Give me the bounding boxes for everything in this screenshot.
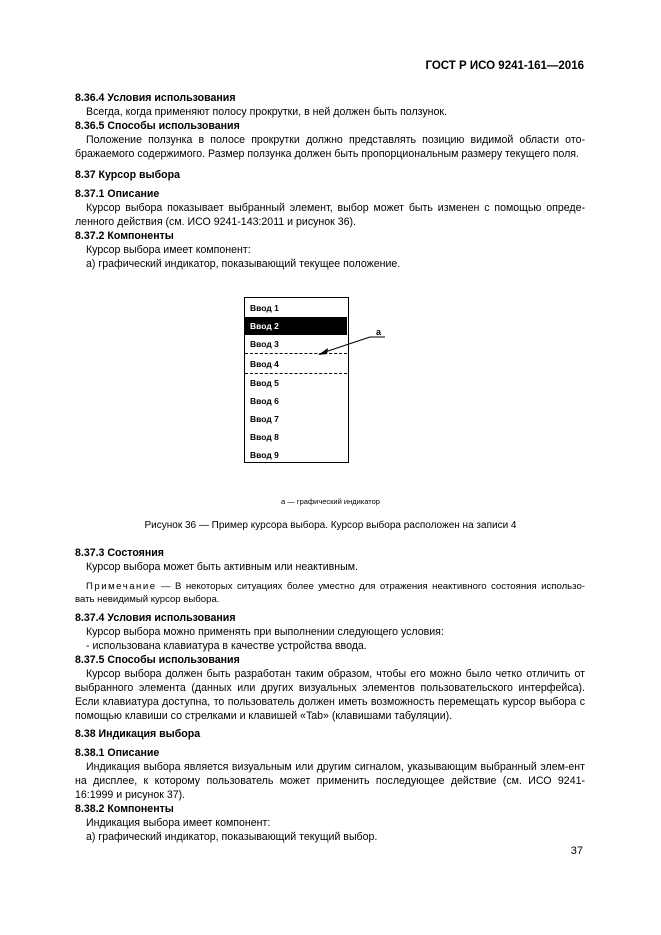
document-header: ГОСТ Р ИСО 9241-161—2016 <box>425 60 584 72</box>
paragraph: а) графический индикатор, показывающий текущий выбор. <box>86 831 378 843</box>
list-item-cursor: Ввод 4 <box>250 359 279 369</box>
heading-8-37-1: 8.37.1 Описание <box>75 188 160 200</box>
heading-8-38-2: 8.38.2 Компоненты <box>75 803 174 815</box>
figure-legend: a — графический индикатор <box>281 497 380 506</box>
list-item: Ввод 3 <box>250 339 279 349</box>
paragraph: Индикация выбора является визуальным или другим сигналом, указывающим выбранный элем-ент на дисплее, к которому пользователь может применить последующее действие (см. ИСО 9241-16:1999 и рисунок 37). <box>75 761 585 801</box>
paragraph: Курсор выбора может быть активным или неактивным. <box>86 561 358 573</box>
heading-8-36-4: 8.36.4 Условия использования <box>75 92 236 104</box>
section-8-37 <box>75 168 585 271</box>
paragraph: - использована клавиатура в качестве устройства ввода. <box>86 640 367 652</box>
note <box>75 580 585 606</box>
note-text: — В некоторых ситуациях более уместно для отражения неактивного состояния использо-вать невидимый курсор выбора. <box>75 581 585 605</box>
list-item: Ввод 6 <box>250 396 279 406</box>
heading-8-37-3: 8.37.3 Состояния <box>75 547 164 559</box>
list-item: Ввод 7 <box>250 414 279 424</box>
figure-caption: Рисунок 36 — Пример курсора выбора. Курсор выбора расположен на записи 4 <box>144 520 517 531</box>
marker-a: a <box>376 327 382 337</box>
list-item: Ввод 8 <box>250 432 279 442</box>
list-item-selected: Ввод 2 <box>245 317 347 335</box>
heading-8-37-5: 8.37.5 Способы использования <box>75 654 240 666</box>
heading-8-36-5: 8.36.5 Способы использования <box>75 120 240 132</box>
list-item: Ввод 9 <box>250 450 279 460</box>
paragraph: Курсор выбора имеет компонент: <box>86 244 251 256</box>
page-number: 37 <box>570 845 583 857</box>
list-item: Ввод 5 <box>250 378 279 388</box>
indicator-arrow-icon <box>300 325 400 360</box>
figure-36-list <box>244 297 349 463</box>
section-8-36 <box>75 91 585 161</box>
heading-8-37: 8.37 Курсор выбора <box>75 169 180 181</box>
paragraph: Индикация выбора имеет компонент: <box>86 817 271 829</box>
paragraph: Курсор выбора можно применять при выполнении следующего условия: <box>86 626 444 638</box>
paragraph: Курсор выбора должен быть разработан таким образом, чтобы его можно было четко отличить от выбранного элемента (данных или других визуальных элементов пользовательского интерфейса). Если клавиатура доступна, то пользователь должен иметь возможность перемещать курсор выбора с помощью клавиши со стрелками и клавишей «Tab» (клавишами табуляции). <box>75 668 585 722</box>
paragraph: Положение ползунка в полосе прокрутки должно представлять позицию видимой области ото-бражаемого содержимого. Размер ползунка должен быть пропорциональным размеру текущего поля. <box>75 134 585 160</box>
section-8-37-3 <box>75 546 585 723</box>
section-8-38 <box>75 727 585 844</box>
heading-8-38: 8.38 Индикация выбора <box>75 728 201 740</box>
paragraph: а) графический индикатор, показывающий текущее положение. <box>86 258 401 270</box>
paragraph: Курсор выбора показывает выбранный элемент, выбор может быть изменен с помощью опреде-ленного действия (см. ИСО 9241-143:2011 и рисунок 36). <box>75 202 585 228</box>
note-label: Примечание <box>86 581 157 592</box>
list-item: Ввод 1 <box>250 303 279 313</box>
paragraph: Всегда, когда применяют полосу прокрутки, в ней должен быть ползунок. <box>86 106 448 118</box>
heading-8-38-1: 8.38.1 Описание <box>75 747 160 759</box>
heading-8-37-4: 8.37.4 Условия использования <box>75 612 236 624</box>
heading-8-37-2: 8.37.2 Компоненты <box>75 230 174 242</box>
